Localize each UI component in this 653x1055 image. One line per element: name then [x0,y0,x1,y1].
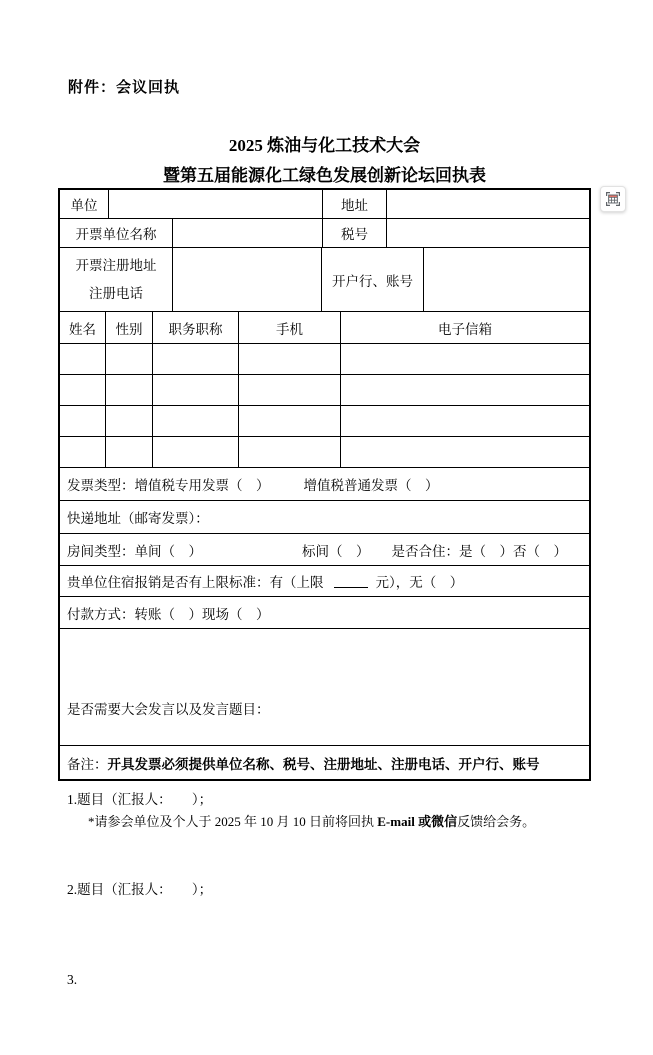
mobile-cell [239,344,341,374]
invoice-type-cell [60,468,589,500]
express-address-cell: 快递地址（邮寄发票）： [67,511,209,526]
remark-row [60,746,589,779]
remark-bold-text: 开具发票必须提供单位名称、税号、注册地址、注册电话、开户行、账号 [107,756,540,772]
footer-note-prefix: *请参会单位及个人于 2025 年 10 月 10 日前将回执 [88,814,378,829]
people-empty-row [60,406,589,437]
mobile-cell [239,406,341,436]
name-cell [60,375,106,405]
tax-no-label: 税号 [323,219,387,247]
reg-address-label-line1: 开票注册地址 [75,257,157,273]
email-cell [341,437,589,467]
reimburse-blank-line [334,574,368,588]
form-title-line1: 2025 炼油与化工技术大会 [228,136,421,155]
reimburse-limit-row [60,566,589,597]
name-cell [60,406,106,436]
address-label: 地址 [323,190,387,218]
position-cell [153,406,239,436]
gender-cell [106,406,153,436]
unit-value-cell [109,190,323,218]
row-reg-address-bank [60,248,589,312]
bank-account-label: 开户行、账号 [322,248,424,311]
speech-topic-2: 2.题目（汇报人： ）； [67,882,213,897]
room-share: 是否合住：是（ ）否（ ） [391,543,567,559]
footer-note-bold: E-mail 或微信 [377,814,458,829]
remark-label: 备注： [67,756,108,772]
room-type-cell [60,534,589,565]
attachment-heading: 附件：会议回执 [68,80,181,96]
mobile-cell [239,437,341,467]
people-empty-row [60,375,589,406]
row-invoice-unit-tax [60,219,589,248]
invoice-unit-label: 开票单位名称 [60,219,173,247]
header-mobile: 手机 [239,312,341,343]
unit-label: 单位 [60,190,109,218]
speech-topic-3: 3. [67,972,78,987]
table-capture-button[interactable] [600,186,626,212]
people-empty-row [60,344,589,375]
invoice-type-row [60,468,589,501]
email-cell [341,406,589,436]
room-standard: 标间（ ） [302,543,370,559]
footer-note [75,795,535,846]
invoice-unit-value-cell [173,219,323,247]
address-value-cell [387,190,589,218]
form-title-line2: 暨第五届能源化工绿色发展创新论坛回执表 [163,166,486,185]
people-header-row [60,312,589,344]
header-email: 电子信箱 [438,321,492,337]
table-capture-icon [604,190,622,208]
speech-question: 是否需要大会发言以及发言题目： [67,702,270,717]
mobile-cell [239,375,341,405]
reg-address-label [60,248,173,311]
room-type-row [60,534,589,566]
footer-note-suffix: 反馈给会务。 [457,814,536,829]
gender-cell [106,437,153,467]
name-cell [60,437,106,467]
row-unit-address [60,190,589,219]
position-cell [153,437,239,467]
express-address-row [60,501,589,534]
name-cell [60,344,106,374]
position-cell [153,344,239,374]
header-name: 姓名 [60,312,106,343]
payment-method-row [60,597,589,629]
reg-address-value-cell [173,248,322,311]
reimburse-prefix: 贵单位住宿报销是否有上限标准：有（上限 [67,575,324,590]
people-empty-row [60,437,589,468]
reimburse-suffix: 元），无（ ） [375,575,464,590]
reg-address-label-line2: 注册电话 [89,285,143,301]
bank-account-value-cell [424,248,589,311]
invoice-type-special: 发票类型：增值税专用发票（ ） [67,478,270,493]
speech-topic-1: 1.题目（汇报人： ）； [67,792,213,807]
reimburse-limit-cell [60,566,589,596]
position-cell [153,375,239,405]
header-gender: 性别 [106,312,153,343]
gender-cell [106,375,153,405]
invoice-type-general: 增值税普通发票（ ） [303,478,439,493]
remark-cell [60,746,589,779]
payment-method-cell: 付款方式：转账（ ）现场（ ） [67,606,270,622]
email-cell [341,344,589,374]
header-position: 职务职称 [153,312,239,343]
gender-cell [106,344,153,374]
room-single: 房间类型：单间（ ） [67,543,202,559]
email-cell [341,375,589,405]
tax-no-value-cell [387,219,589,247]
